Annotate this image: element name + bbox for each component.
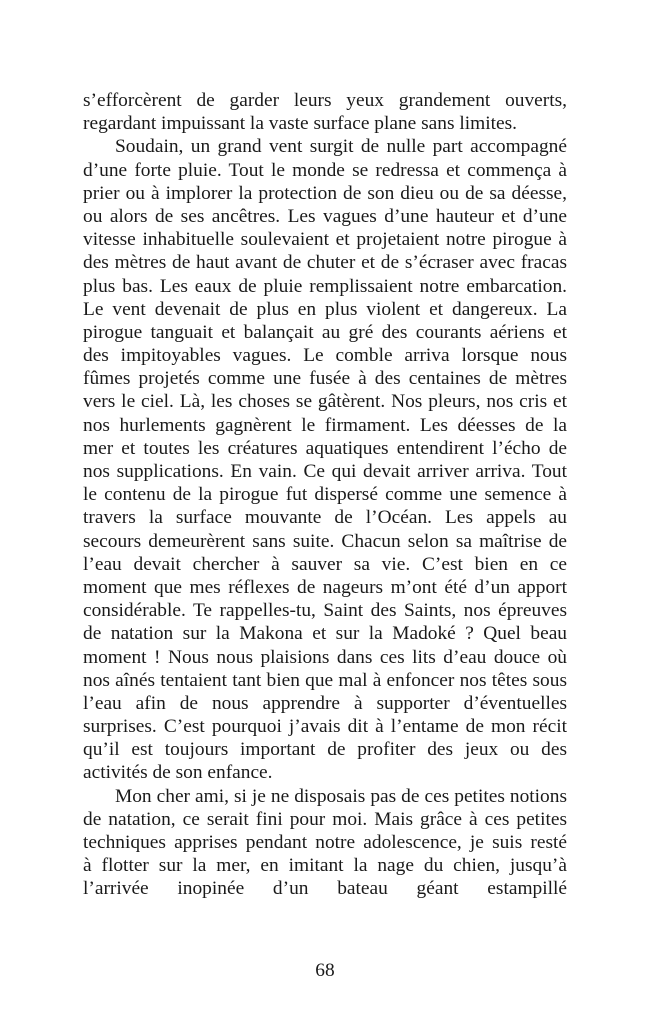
- text-line: mer et toutes les créatures aquatiques entendirent l’écho de: [83, 437, 567, 459]
- body-text: [83, 89, 567, 901]
- text-line: s’efforcèrent de garder leurs yeux grandement ouverts,: [83, 90, 567, 111]
- text-line: l’arrivée inopinée d’un bateau géant estampillé: [83, 878, 567, 900]
- text-line: fûmes projetés comme une fusée à des centaines de mètres: [83, 368, 567, 390]
- text-line: plus bas. Les eaux de pluie remplissaient notre embarcation.: [83, 275, 567, 297]
- text-line: secours demeurèrent sans suite. Chacun selon sa maîtrise de: [83, 530, 567, 552]
- text-line: techniques apprises pendant notre adolescence, je suis resté: [83, 832, 567, 853]
- text-line: considérable. Te rappelles-tu, Saint des Saints, nos épreuves: [83, 600, 567, 622]
- text-line: qu’il est toujours important de profiter des jeux ou des: [83, 739, 567, 761]
- text-line: activités de son enfance.: [83, 762, 273, 784]
- text-line: nos supplications. En vain. Ce qui devait arriver arriva. Tout: [83, 461, 567, 482]
- text-line: de natation, ce serait fini pour moi. Mais grâce à ces petites: [83, 808, 567, 830]
- text-line: Soudain, un grand vent surgit de nulle part accompagné: [115, 136, 567, 158]
- text-line: à flotter sur la mer, en imitant la nage du chien, jusqu’à: [83, 855, 567, 877]
- text-line: ou alors de ses ancêtres. Les vagues d’une hauteur et d’une: [83, 205, 567, 227]
- text-line: prier ou à implorer la protection de son dieu ou de sa déesse,: [83, 182, 567, 204]
- text-line: vitesse inhabituelle soulevaient et projetaient notre pirogue à: [83, 229, 567, 251]
- text-line: de natation sur la Makona et sur la Madoké ? Quel beau: [83, 623, 567, 645]
- text-line: l’eau devait chercher à sauver sa vie. C’est bien en ce: [83, 553, 567, 575]
- text-line: pirogue tanguait et balançait au gré des courants aériens et: [83, 321, 567, 343]
- text-line: l’eau afin de nous apprendre à supporter d’éventuelles: [83, 692, 567, 714]
- text-line: le contenu de la pirogue fut dispersé comme une semence à: [83, 484, 567, 506]
- text-line: moment que mes réflexes de nageurs m’ont été d’un apport: [83, 576, 567, 598]
- text-line: des impitoyables vagues. Le comble arriva lorsque nous: [83, 345, 567, 367]
- text-line: Mon cher ami, si je ne disposais pas de ces petites notions: [115, 785, 567, 807]
- text-line: surprises. C’est pourquoi j’avais dit à l’entame de mon récit: [83, 716, 567, 738]
- page-number: 68: [315, 960, 335, 981]
- text-line: des mètres de haut avant de chuter et de s’écraser avec fracas: [83, 252, 567, 274]
- text-line: nos aînés tentaient tant bien que mal à enfoncer nos têtes sous: [83, 669, 567, 691]
- text-line: d’une forte pluie. Tout le monde se redressa et commença à: [83, 159, 567, 181]
- text-line: regardant impuissant la vaste surface plane sans limites.: [83, 113, 517, 135]
- text-line: travers la surface mouvante de l’Océan. Les appels au: [83, 507, 567, 529]
- text-line: Le vent devenait de plus en plus violent et dangereux. La: [83, 298, 567, 320]
- text-line: vers le ciel. Là, les choses se gâtèrent. Nos pleurs, nos cris et: [83, 391, 567, 413]
- text-line: moment ! Nous nous plaisions dans ces lits d’eau douce où: [83, 646, 567, 668]
- text-line: nos hurlements gagnèrent le firmament. Les déesses de la: [83, 414, 567, 436]
